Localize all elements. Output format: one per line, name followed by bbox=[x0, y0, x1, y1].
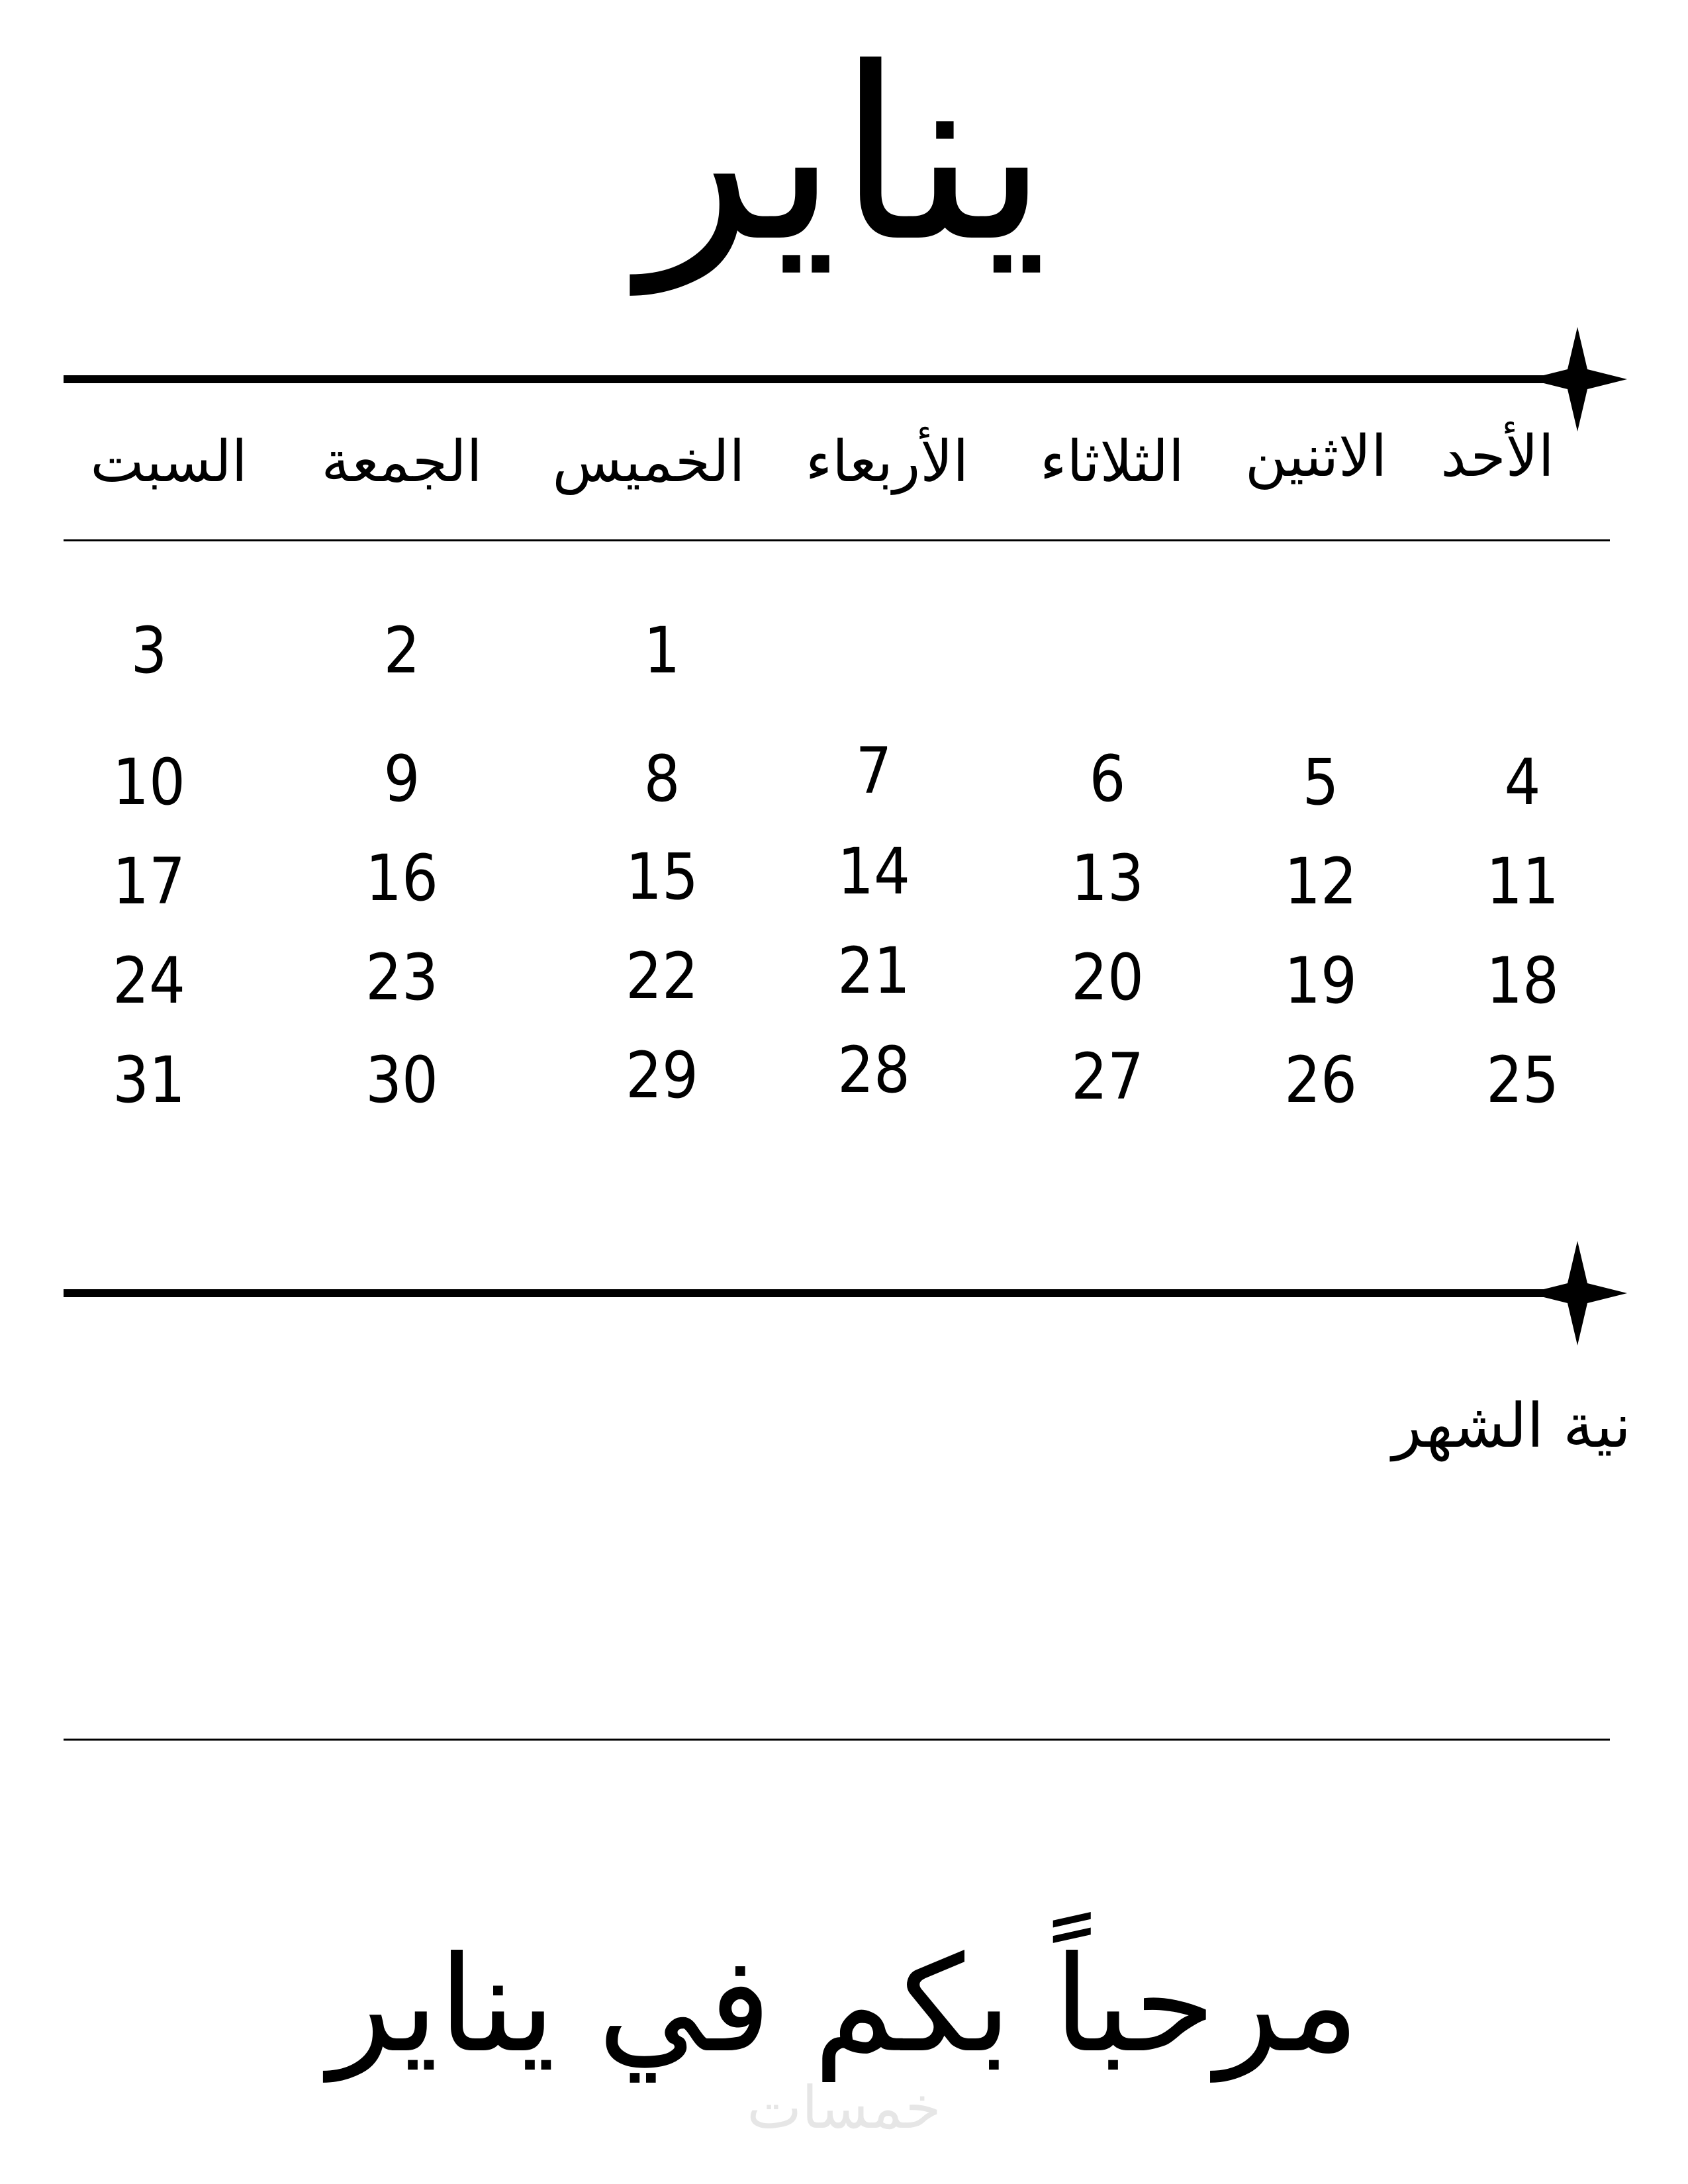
day-cell[interactable]: 12 bbox=[1284, 844, 1357, 919]
day-cell[interactable]: 10 bbox=[113, 745, 185, 819]
day-cell[interactable]: 28 bbox=[837, 1033, 910, 1107]
day-cell[interactable]: 6 bbox=[1089, 742, 1126, 816]
header-divider bbox=[64, 539, 1610, 541]
star-icon bbox=[1528, 1241, 1627, 1345]
day-cell[interactable]: 1 bbox=[643, 614, 680, 688]
day-cell[interactable]: 17 bbox=[113, 844, 185, 919]
day-cell[interactable]: 22 bbox=[626, 939, 698, 1013]
weekday-tuesday: الثلاثاء bbox=[1040, 429, 1184, 495]
day-cell[interactable]: 5 bbox=[1302, 745, 1339, 819]
day-cell[interactable]: 11 bbox=[1486, 844, 1559, 919]
day-cell[interactable]: 27 bbox=[1071, 1040, 1144, 1114]
weekday-friday: الجمعة bbox=[321, 429, 483, 495]
day-cell[interactable]: 15 bbox=[626, 840, 698, 914]
day-cell[interactable]: 18 bbox=[1486, 944, 1559, 1018]
day-cell[interactable]: 30 bbox=[365, 1043, 438, 1117]
month-title: يناير bbox=[639, 17, 1049, 294]
middle-divider bbox=[64, 1289, 1573, 1297]
day-cell[interactable]: 4 bbox=[1504, 745, 1541, 819]
month-intention-label: نية الشهر bbox=[1392, 1390, 1631, 1461]
star-icon bbox=[1528, 327, 1627, 432]
watermark: خمسات bbox=[747, 2073, 941, 2142]
day-cell[interactable]: 19 bbox=[1284, 944, 1357, 1018]
weekday-saturday: السبت bbox=[90, 429, 248, 495]
day-cell[interactable]: 21 bbox=[837, 934, 910, 1008]
day-cell[interactable]: 24 bbox=[113, 944, 185, 1018]
day-cell[interactable]: 16 bbox=[365, 841, 438, 915]
weekday-sunday: الأحد bbox=[1440, 424, 1554, 490]
day-cell[interactable]: 14 bbox=[837, 835, 910, 909]
day-cell[interactable]: 26 bbox=[1284, 1043, 1357, 1117]
day-cell[interactable]: 31 bbox=[113, 1043, 185, 1117]
welcome-message: مرحباً بكم في يناير bbox=[328, 1928, 1360, 2082]
day-cell[interactable]: 25 bbox=[1486, 1043, 1559, 1117]
day-cell[interactable]: 23 bbox=[365, 940, 438, 1015]
day-cell[interactable]: 3 bbox=[130, 614, 167, 688]
intention-divider bbox=[64, 1739, 1610, 1741]
day-cell[interactable]: 29 bbox=[626, 1038, 698, 1113]
day-cell[interactable]: 20 bbox=[1071, 940, 1144, 1015]
day-cell[interactable]: 8 bbox=[643, 742, 680, 816]
day-cell[interactable]: 2 bbox=[383, 614, 420, 688]
day-cell[interactable]: 13 bbox=[1071, 841, 1144, 915]
top-divider bbox=[64, 375, 1573, 383]
weekday-thursday: الخميس bbox=[552, 429, 745, 495]
day-cell[interactable]: 9 bbox=[383, 742, 420, 816]
weekday-monday: الاثنين bbox=[1244, 424, 1387, 490]
weekday-wednesday: الأربعاء bbox=[805, 429, 969, 495]
day-cell[interactable]: 7 bbox=[855, 734, 892, 808]
